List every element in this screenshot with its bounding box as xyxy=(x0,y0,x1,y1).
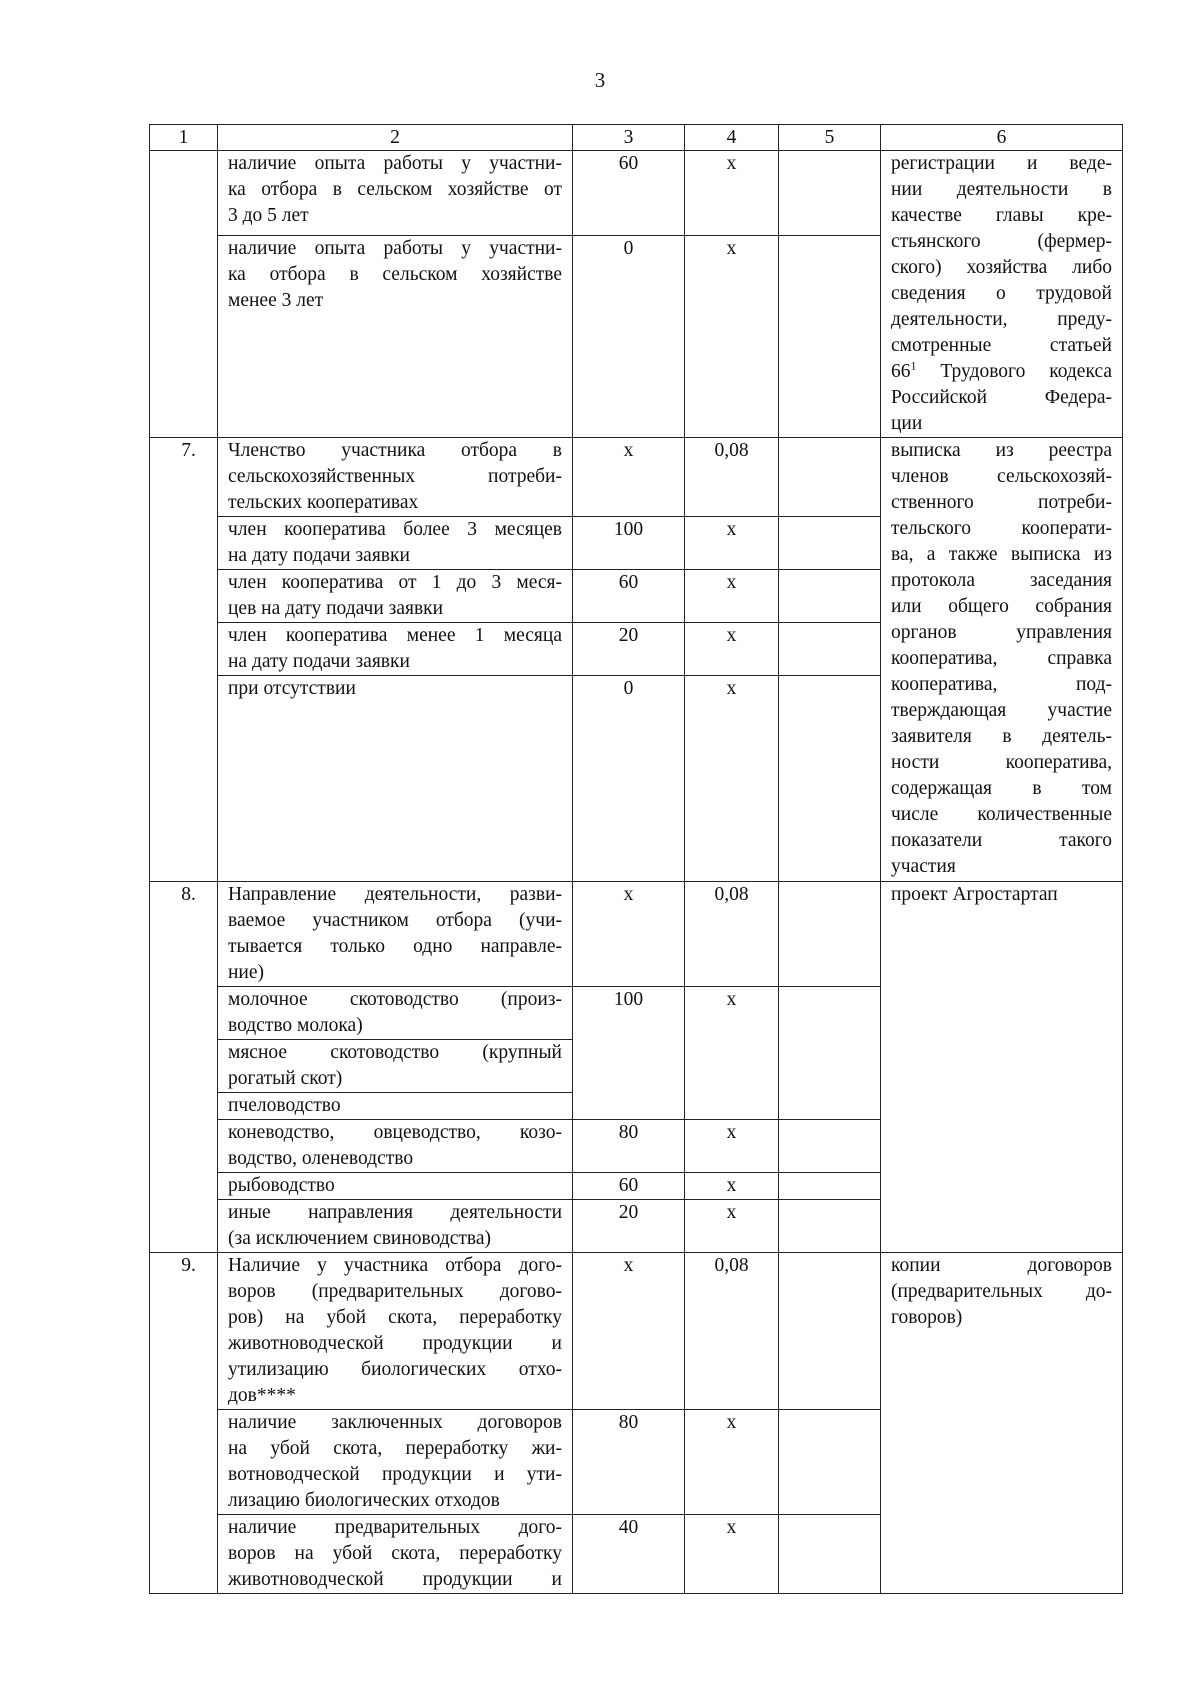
empty-cell xyxy=(779,570,881,623)
score-value: 20 xyxy=(573,623,685,676)
score-value: 60 xyxy=(573,1173,685,1200)
empty-cell xyxy=(779,1410,881,1515)
criterion-description: молочное скотоводство (произ- водство молока) xyxy=(218,987,573,1040)
criterion-description: Направление деятельности, разви- ваемое участником отбора (учи- тывается только одно направле- ние) xyxy=(218,882,573,987)
column-header-4: 4 xyxy=(685,125,779,151)
column-header-6: 6 xyxy=(881,125,1123,151)
page-number: 3 xyxy=(594,68,606,92)
supporting-documents: выписка из реестра членов сельскохозяй- ственного потреби- тельского кооперати- ва, а также выписка из протокола заседания или общего собрания органов управления кооператива, справка кооператива, под- тверждающая участие заявителя в деятель- ности кооператива, содержащая в том числе количественные показатели такого участия xyxy=(881,438,1123,882)
row-number-cell xyxy=(150,151,218,438)
table-header-row xyxy=(150,125,1123,151)
score-value: х xyxy=(573,438,685,517)
score-value: 40 xyxy=(573,1515,685,1594)
empty-cell xyxy=(779,1173,881,1200)
row-number: 7. xyxy=(150,438,218,882)
criterion-description: наличие опыта работы у участни- ка отбора в сельском хозяйстве менее 3 лет xyxy=(218,235,573,437)
score-value: 60 xyxy=(573,151,685,236)
criterion-description: член кооператива менее 1 месяца на дату подачи заявки xyxy=(218,623,573,676)
criterion-description: наличие заключенных договоров на убой скота, переработку жи- вотноводческой продукции и ути- лизацию биологических отходов xyxy=(218,1410,573,1515)
score-value: 0 xyxy=(573,235,685,437)
criterion-description: пчеловодство xyxy=(218,1093,573,1120)
criterion-description: рыбоводство xyxy=(218,1173,573,1200)
weight-value: 0,08 xyxy=(685,882,779,987)
column-header-1: 1 xyxy=(150,125,218,151)
weight-value: х xyxy=(685,676,779,882)
row-number: 9. xyxy=(150,1253,218,1594)
score-value: 20 xyxy=(573,1200,685,1253)
score-value: 100 xyxy=(573,987,685,1120)
criterion-description: Членство участника отбора в сельскохозяйственных потреби- тельских кооперативах xyxy=(218,438,573,517)
weight-value: х xyxy=(685,1515,779,1594)
weight-value: х xyxy=(685,151,779,236)
row-number: 8. xyxy=(150,882,218,1253)
weight-value: х xyxy=(685,1410,779,1515)
weight-value: 0,08 xyxy=(685,1253,779,1410)
empty-cell xyxy=(779,676,881,882)
column-header-2: 2 xyxy=(218,125,573,151)
table-row xyxy=(150,882,1123,987)
empty-cell xyxy=(779,882,881,987)
weight-value: 0,08 xyxy=(685,438,779,517)
empty-cell xyxy=(779,1515,881,1594)
criterion-description: Наличие у участника отбора дого- воров (предварительных догово- ров) на убой скота, переработку животноводческой продукции и утилизацию биологических отхо- дов**** xyxy=(218,1253,573,1410)
weight-value: х xyxy=(685,1120,779,1173)
score-value: х xyxy=(573,1253,685,1410)
empty-cell xyxy=(779,1120,881,1173)
table-row xyxy=(150,1253,1123,1410)
empty-cell xyxy=(779,517,881,570)
empty-cell xyxy=(779,1253,881,1410)
empty-cell xyxy=(779,1200,881,1253)
criterion-description: наличие опыта работы у участни- ка отбора в сельском хозяйстве от 3 до 5 лет xyxy=(218,151,573,236)
weight-value: х xyxy=(685,987,779,1120)
criterion-description: иные направления деятельности (за исключением свиноводства) xyxy=(218,1200,573,1253)
weight-value: х xyxy=(685,1200,779,1253)
empty-cell xyxy=(779,987,881,1120)
table-row xyxy=(150,438,1123,517)
weight-value: х xyxy=(685,517,779,570)
score-value: 60 xyxy=(573,570,685,623)
criterion-description: коневодство, овцеводство, козо- водство, оленеводство xyxy=(218,1120,573,1173)
criterion-description: наличие предварительных дого- воров на убой скота, переработку животноводческой продукции и xyxy=(218,1515,573,1594)
supporting-documents: регистрации и веде- нии деятельности в качестве главы кре- стьянского (фермер- ского) хозяйства либо сведения о трудовой деятельности, преду- смотренные статьей $66^1$ Трудового кодекса Российской Федера- ции xyxy=(881,151,1123,438)
supporting-documents: проект Агростартап xyxy=(881,882,1123,1253)
empty-cell xyxy=(779,623,881,676)
criterion-description: член кооператива более 3 месяцев на дату подачи заявки xyxy=(218,517,573,570)
criterion-description: мясное скотоводство (крупный рогатый скот) xyxy=(218,1040,573,1093)
column-header-3: 3 xyxy=(573,125,685,151)
criterion-description: при отсутствии xyxy=(218,676,573,882)
supporting-documents: копии договоров (предварительных до- говоров) xyxy=(881,1253,1123,1594)
table-row xyxy=(150,151,1123,236)
score-value: 0 xyxy=(573,676,685,882)
weight-value: х xyxy=(685,1173,779,1200)
column-header-5: 5 xyxy=(779,125,881,151)
score-value: 80 xyxy=(573,1120,685,1173)
weight-value: х xyxy=(685,570,779,623)
score-value: х xyxy=(573,882,685,987)
weight-value: х xyxy=(685,623,779,676)
criteria-table xyxy=(149,124,1123,1594)
score-value: 80 xyxy=(573,1410,685,1515)
weight-value: х xyxy=(685,235,779,437)
empty-cell xyxy=(779,438,881,517)
criterion-description: член кооператива от 1 до 3 меся- цев на дату подачи заявки xyxy=(218,570,573,623)
empty-cell xyxy=(779,235,881,437)
score-value: 100 xyxy=(573,517,685,570)
empty-cell xyxy=(779,151,881,236)
